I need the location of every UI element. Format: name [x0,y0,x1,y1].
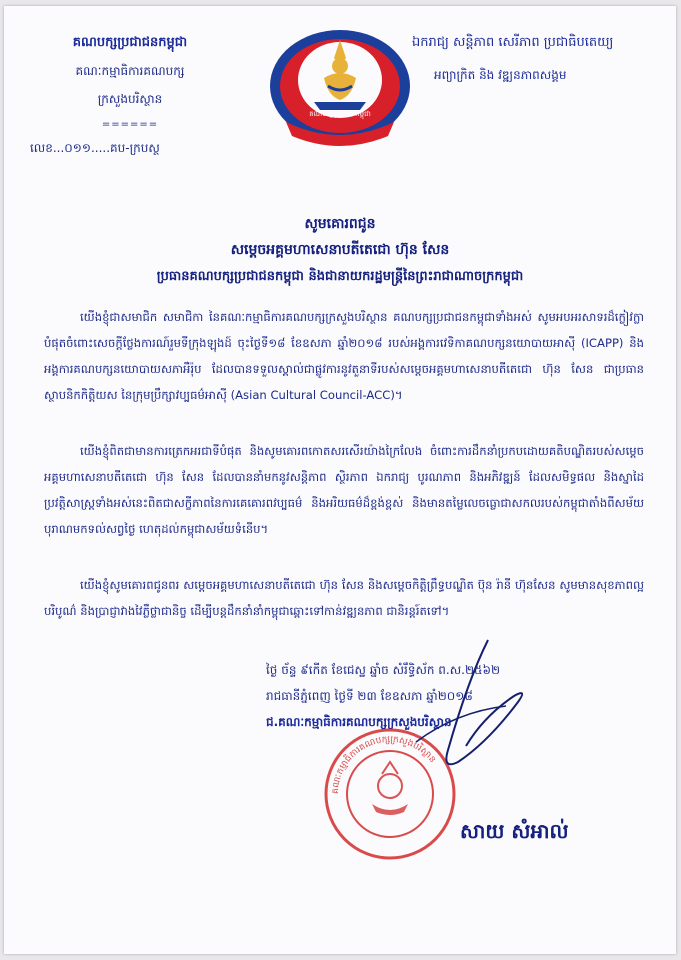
body-paragraph-2: យើងខ្ញុំពិតជាមានការត្រេកអរជាទីបំផុត និងសូមគោរពកោតសរសើរយ៉ាងក្រៃលែង ចំពោះការដឹកនាំប្រកបដោយគតិបណ្ឌិតរបស់សម្តេចអគ្គមហាសេនាបតីតេជោ ហ៊ុន សែន ដែលបាននាំមកនូវសន្តិភាព ស្ថិរភាព ឯករាជ្យ បូរណភាព និងអភិវឌ្ឍន៍ ដែលសមិទ្ធផល និងស្នាដៃប្រវត្តិសាស្ត្រទាំងអស់នេះពិតជាសក្ខីភាពនៃការគេគោរពវប្បធម៌ និងអរិយធម៌ដ៏ខ្ពង់ខ្ពស់ និងមានតម្លៃលេចធ្លោជាសកលរបស់កម្ពុជាតាំងពីសម័យបុរាណមកទល់សព្វថ្ងៃ ហេតុដល់កម្ពុជាសម័យទំនើប។ [44,444,644,536]
lunar-date: ថ្ងៃ ច័ន្ទ ៩កើត ខែជេស្ឋ ឆ្នាំច សំរឹទ្ធិស័ក ព.ស.២៥៦២ [266,663,501,677]
national-motto-2: អព្យាក្រិត និង វឌ្ឍនភាពសង្គម [434,68,567,82]
body-paragraph-1: យើងខ្ញុំជាសមាជិក សមាជិកា នៃគណៈកម្មាធិការគណបក្សក្រសួងបរិស្ថាន គណបក្សប្រជាជនកម្ពុជាទាំងអស់ សូមអបអរសាទរដ៏ក្លៀវក្លាបំផុតចំពោះសេចក្តីថ្លែងការណ៍រួមទីក្រុងឡុងដ៍ ចុះថ្ងៃទី១៨ ខែឧសភា ឆ្នាំ២០១៨ របស់អង្គការវេទិកាគណបក្សនយោបាយអាស៊ី (ICAPP) និងអង្គការគណបក្សនយោបាយសភាអឺរ៉ុប ដែលបានទទួលស្គាល់ជាផ្លូវការនូវតួនាទីរបស់សម្តេចអគ្គមហាសេនាបតីតេជោ ហ៊ុន សែន ជាប្រធានស្ថាបនិកកិត្តិយស នៃក្រុមប្រឹក្សាវប្បធម៌អាស៊ី (Asian Cultural Council-ACC)។ [44,310,644,402]
committee-name: គណៈកម្មាធិការគណបក្ស [75,64,185,78]
letterhead-left [30,34,230,158]
logo-emblem-text: គណបក្សប្រជាជនកម្ពុជា [309,110,371,118]
body-paragraph-3: យើងខ្ញុំសូមគោរពជូនពរ សម្តេចអគ្គមហាសេនាបតីតេជោ ហ៊ុន សែន និងសម្តេចកិត្តិព្រឹទ្ធបណ្ឌិត ប៊ុន រ៉ានី ហ៊ុនសែន សូមមានសុខភាពល្អបរិបូណ៌ និងប្រាជ្ញាវាងវៃភ្លឺថ្លាជានិច្ច ដើម្បីបន្តដឹកនាំនាំកម្ពុជាឆ្ពោះទៅកាន់វឌ្ឍនភាព ជានិរន្តរ៍តទៅ។ [44,578,644,618]
reference-number: លេខ...០១១.....គប-ក្របស្ថ [30,141,160,155]
party-name: គណបក្សប្រជាជនកម្ពុជា [72,35,188,50]
party-logo [266,26,414,154]
national-motto: ឯករាជ្យ សន្តិភាព សេរីភាព ប្រជាធិបតេយ្យ [412,35,614,50]
letter-page [4,6,676,954]
seal-ring-text: គណៈកម្មាធិការគណបក្សក្រសួងបរិស្ថាន [330,734,438,795]
signer-name: សាយ សំអាល់ [460,819,569,843]
addressee-name: សម្តេចអគ្គមហាសេនាបតីតេជោ ហ៊ុន សែន [230,242,450,258]
salutation: សូមគោរពជូន [304,216,376,232]
handwritten-signature [376,632,556,792]
signer-title: ជ.គណៈកម្មាធិការគណបក្សក្រសួងបរិស្ថាន [266,715,452,729]
letterhead-right [412,34,662,85]
addressee-title: ប្រធានគណបក្សប្រជាជនកម្ពុជា និងជានាយករដ្ឋមន្ត្រីនៃព្រះរាជាណាចក្រកម្ពុជា [156,269,524,284]
header-separator: ====== [101,119,159,130]
solar-date: រាជធានីភ្នំពេញ ថ្ងៃទី ២៣ ខែឧសភា ឆ្នាំ២០១៨ [266,689,473,703]
ministry-name: ក្រសួងបរិស្ថាន [97,92,163,106]
